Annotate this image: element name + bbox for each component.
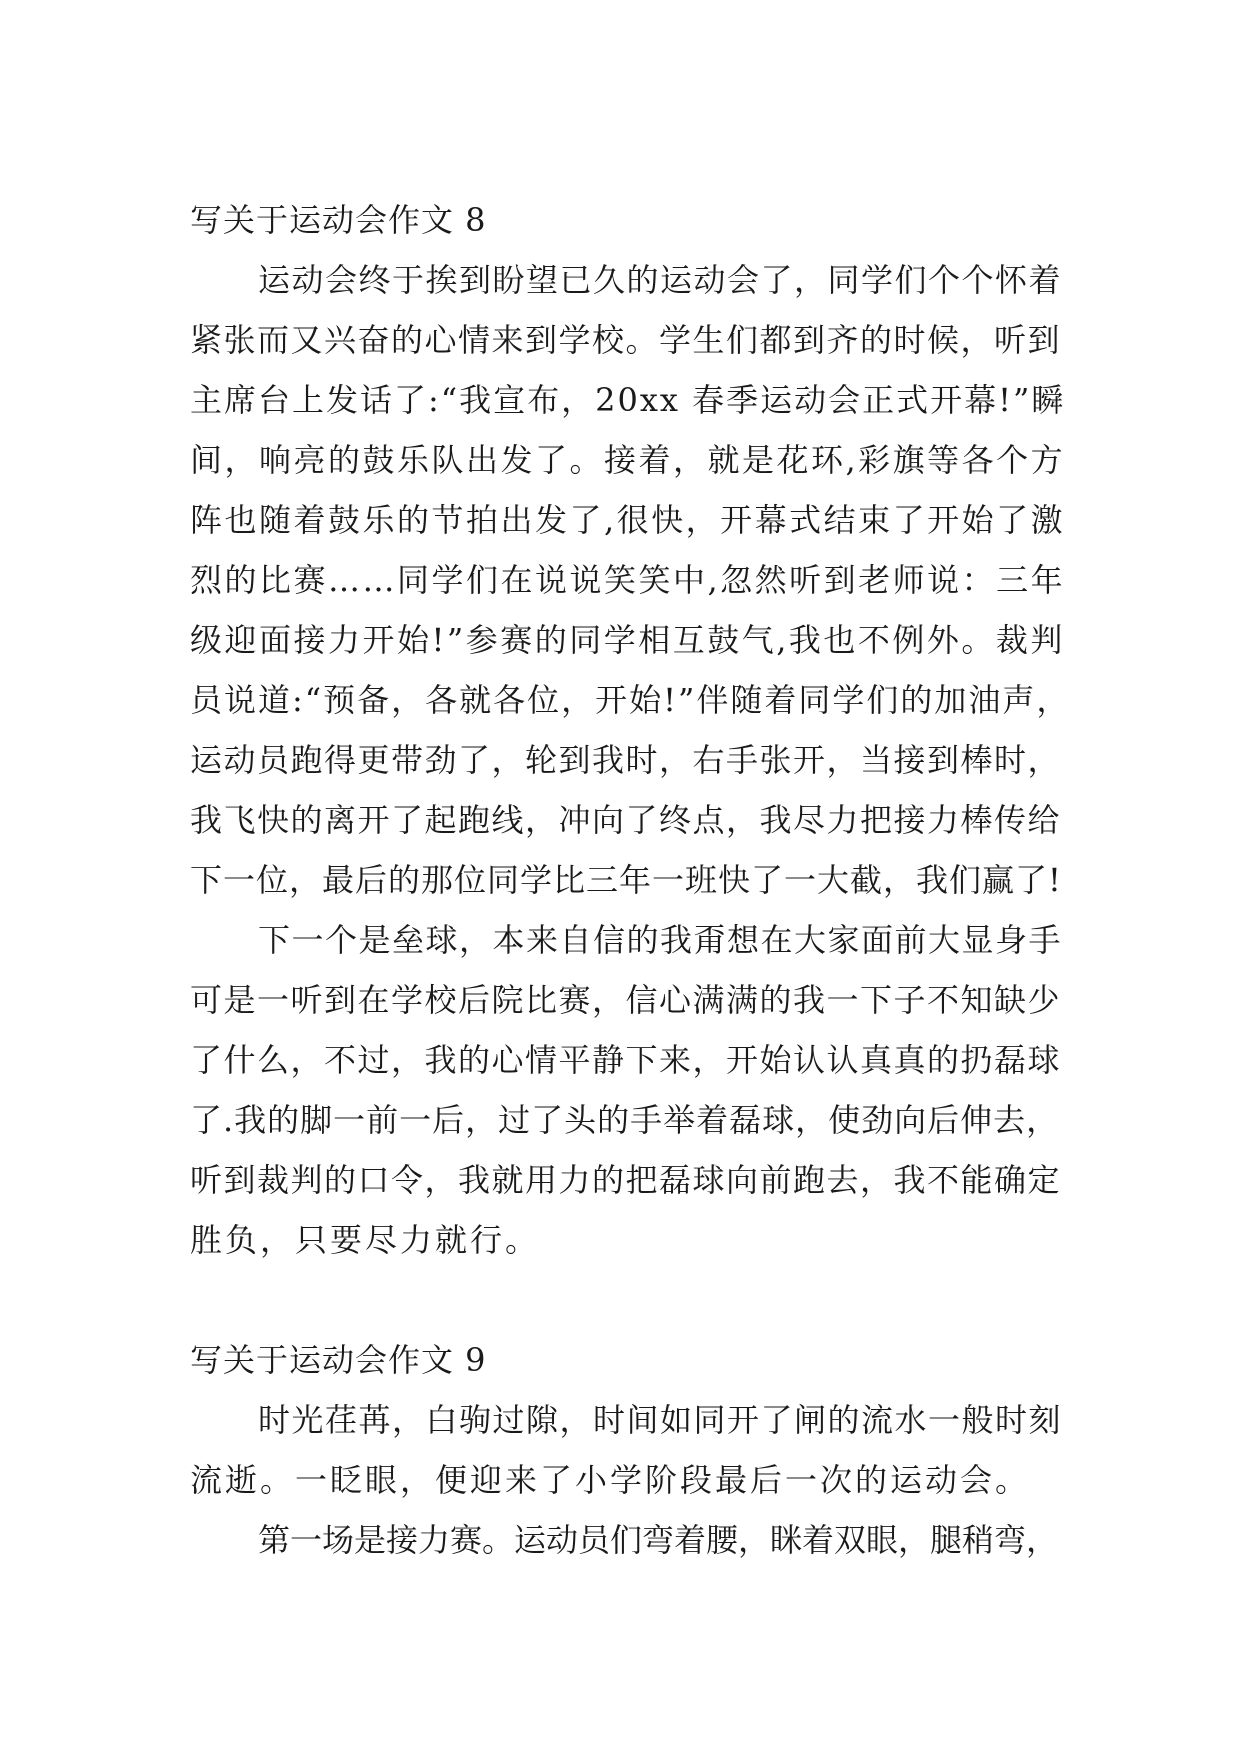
text-line: 第一场是接力赛。运动员们弯着腰，眯着双眼，腿稍弯， (258, 1521, 1059, 1559)
text-line: 可是一听到在学校后院比赛，信心满满的我一下子不知缺少 (190, 981, 1062, 1019)
text-line: 我飞快的离开了起跑线，冲向了终点，我尽力把接力棒传给 (190, 801, 1062, 839)
text-line: 间，响亮的鼓乐队出发了。接着，就是花环,彩旗等各个方 (190, 441, 1066, 479)
text-line: 烈的比赛……同学们在说说笑笑中,忽然听到老师说：三年 (190, 561, 1066, 599)
text-line: 级迎面接力开始!”参赛的同学相互鼓气,我也不例外。裁判 (190, 621, 1065, 659)
paragraph (190, 910, 1070, 1270)
text-line: 胜负，只要尽力就行。 (190, 1221, 541, 1259)
text-line: 员说道:“预备，各就各位，开始!”伴随着同学们的加油声， (190, 681, 1071, 719)
paragraph (190, 1510, 1070, 1570)
text-line: 时光荏苒，白驹过隙，时间如同开了闸的流水一般时刻 (258, 1401, 1063, 1439)
text-line: 主席台上发话了:“我宣布，20xx 春季运动会正式开幕!”瞬 (190, 381, 1066, 419)
text-line: 流逝。一眨眼，便迎来了小学阶段最后一次的运动会。 (190, 1461, 1031, 1499)
text-line: 了.我的脚一前一后，过了头的手举着磊球，使劲向后伸去， (190, 1101, 1060, 1139)
text-line: 运动会终于挨到盼望已久的运动会了，同学们个个怀着 (258, 261, 1063, 299)
text-line: 阵也随着鼓乐的节拍出发了,很快，开幕式结束了开始了激 (190, 501, 1066, 539)
section-title: 写关于运动会作文 9 (190, 1341, 487, 1379)
section-spacer (190, 1270, 1070, 1330)
text-line: 下一位，最后的那位同学比三年一班快了一大截，我们赢了! (190, 861, 1062, 899)
paragraph (190, 1390, 1070, 1510)
text-line: 了什么，不过，我的心情平静下来，开始认认真真的扔磊球 (190, 1041, 1062, 1079)
text-line: 下一个是垒球，本来自信的我甭想在大家面前大显身手 (258, 921, 1063, 959)
text-line: 听到裁判的口令，我就用力的把磊球向前跑去，我不能确定 (190, 1161, 1062, 1199)
paragraph (190, 250, 1070, 910)
document-content (190, 190, 1070, 1570)
section-title: 写关于运动会作文 8 (190, 201, 487, 239)
text-line: 运动员跑得更带劲了，轮到我时，右手张开，当接到棒时， (190, 741, 1062, 779)
text-line: 紧张而又兴奋的心情来到学校。学生们都到齐的时候，听到 (190, 321, 1062, 359)
